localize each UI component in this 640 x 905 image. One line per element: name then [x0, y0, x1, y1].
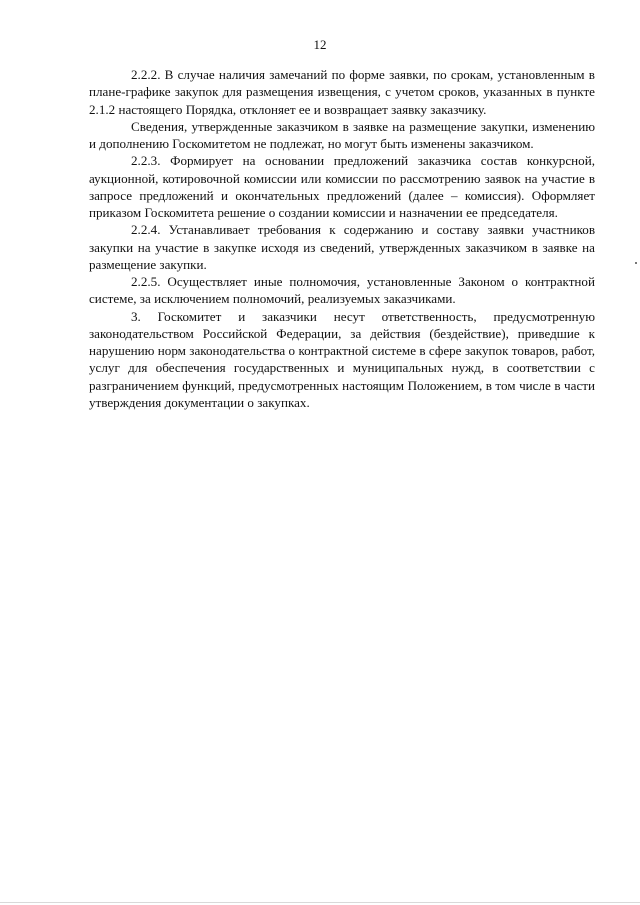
scan-edge-mark: [635, 262, 637, 264]
paragraph-zayavka-info: Сведения, утвержденные заказчиком в заявке на размещение закупки, изменению и дополнению Госкомитетом не подлежат, но могут быть изменены заказчиком.: [89, 118, 595, 151]
paragraph-3: 3. Госкомитет и заказчики несут ответственность, предусмотренную законодательством Российской Федерации, за действия (бездействие), приведшие к нарушению норм законодательства о контрактной системе в сфере закупок товаров, работ, услуг для обеспечения государственных и муниципальных нужд, в соответствии с разграничением функций, предусмотренных настоящим Положением, в том числе в части утверждения документации о закупках.: [89, 308, 595, 410]
paragraph-2-2-3: 2.2.3. Формирует на основании предложений заказчика состав конкурсной, аукционной, котировочной комиссии или комиссии по рассмотрению заявок на участие в запросе предложений и окончательных предложений (далее – комиссия). Оформляет приказом Госкомитета решение о создании комиссии и назначении ее председателя.: [89, 153, 595, 220]
scan-bottom-edge: [0, 902, 640, 903]
paragraph-2-2-5: 2.2.5. Осуществляет иные полномочия, установленные Законом о контрактной системе, за исключением полномочий, реализуемых заказчиками.: [89, 274, 595, 307]
paragraph-2-2-4: 2.2.4. Устанавливает требования к содержанию и составу заявки участников закупки на участие в закупке исходя из сведений, утвержденных заказчиком в заявке на размещение закупки.: [89, 222, 595, 272]
page-number: 12: [313, 37, 327, 52]
document-body: [89, 66, 595, 411]
paragraph-2-2-2: 2.2.2. В случае наличия замечаний по форме заявки, по срокам, установленным в плане-графике закупок для размещения извещения, с учетом сроков, указанных в пункте 2.1.2 настоящего Порядка, отклоняет ее и возвращает заявку заказчику.: [89, 67, 595, 117]
